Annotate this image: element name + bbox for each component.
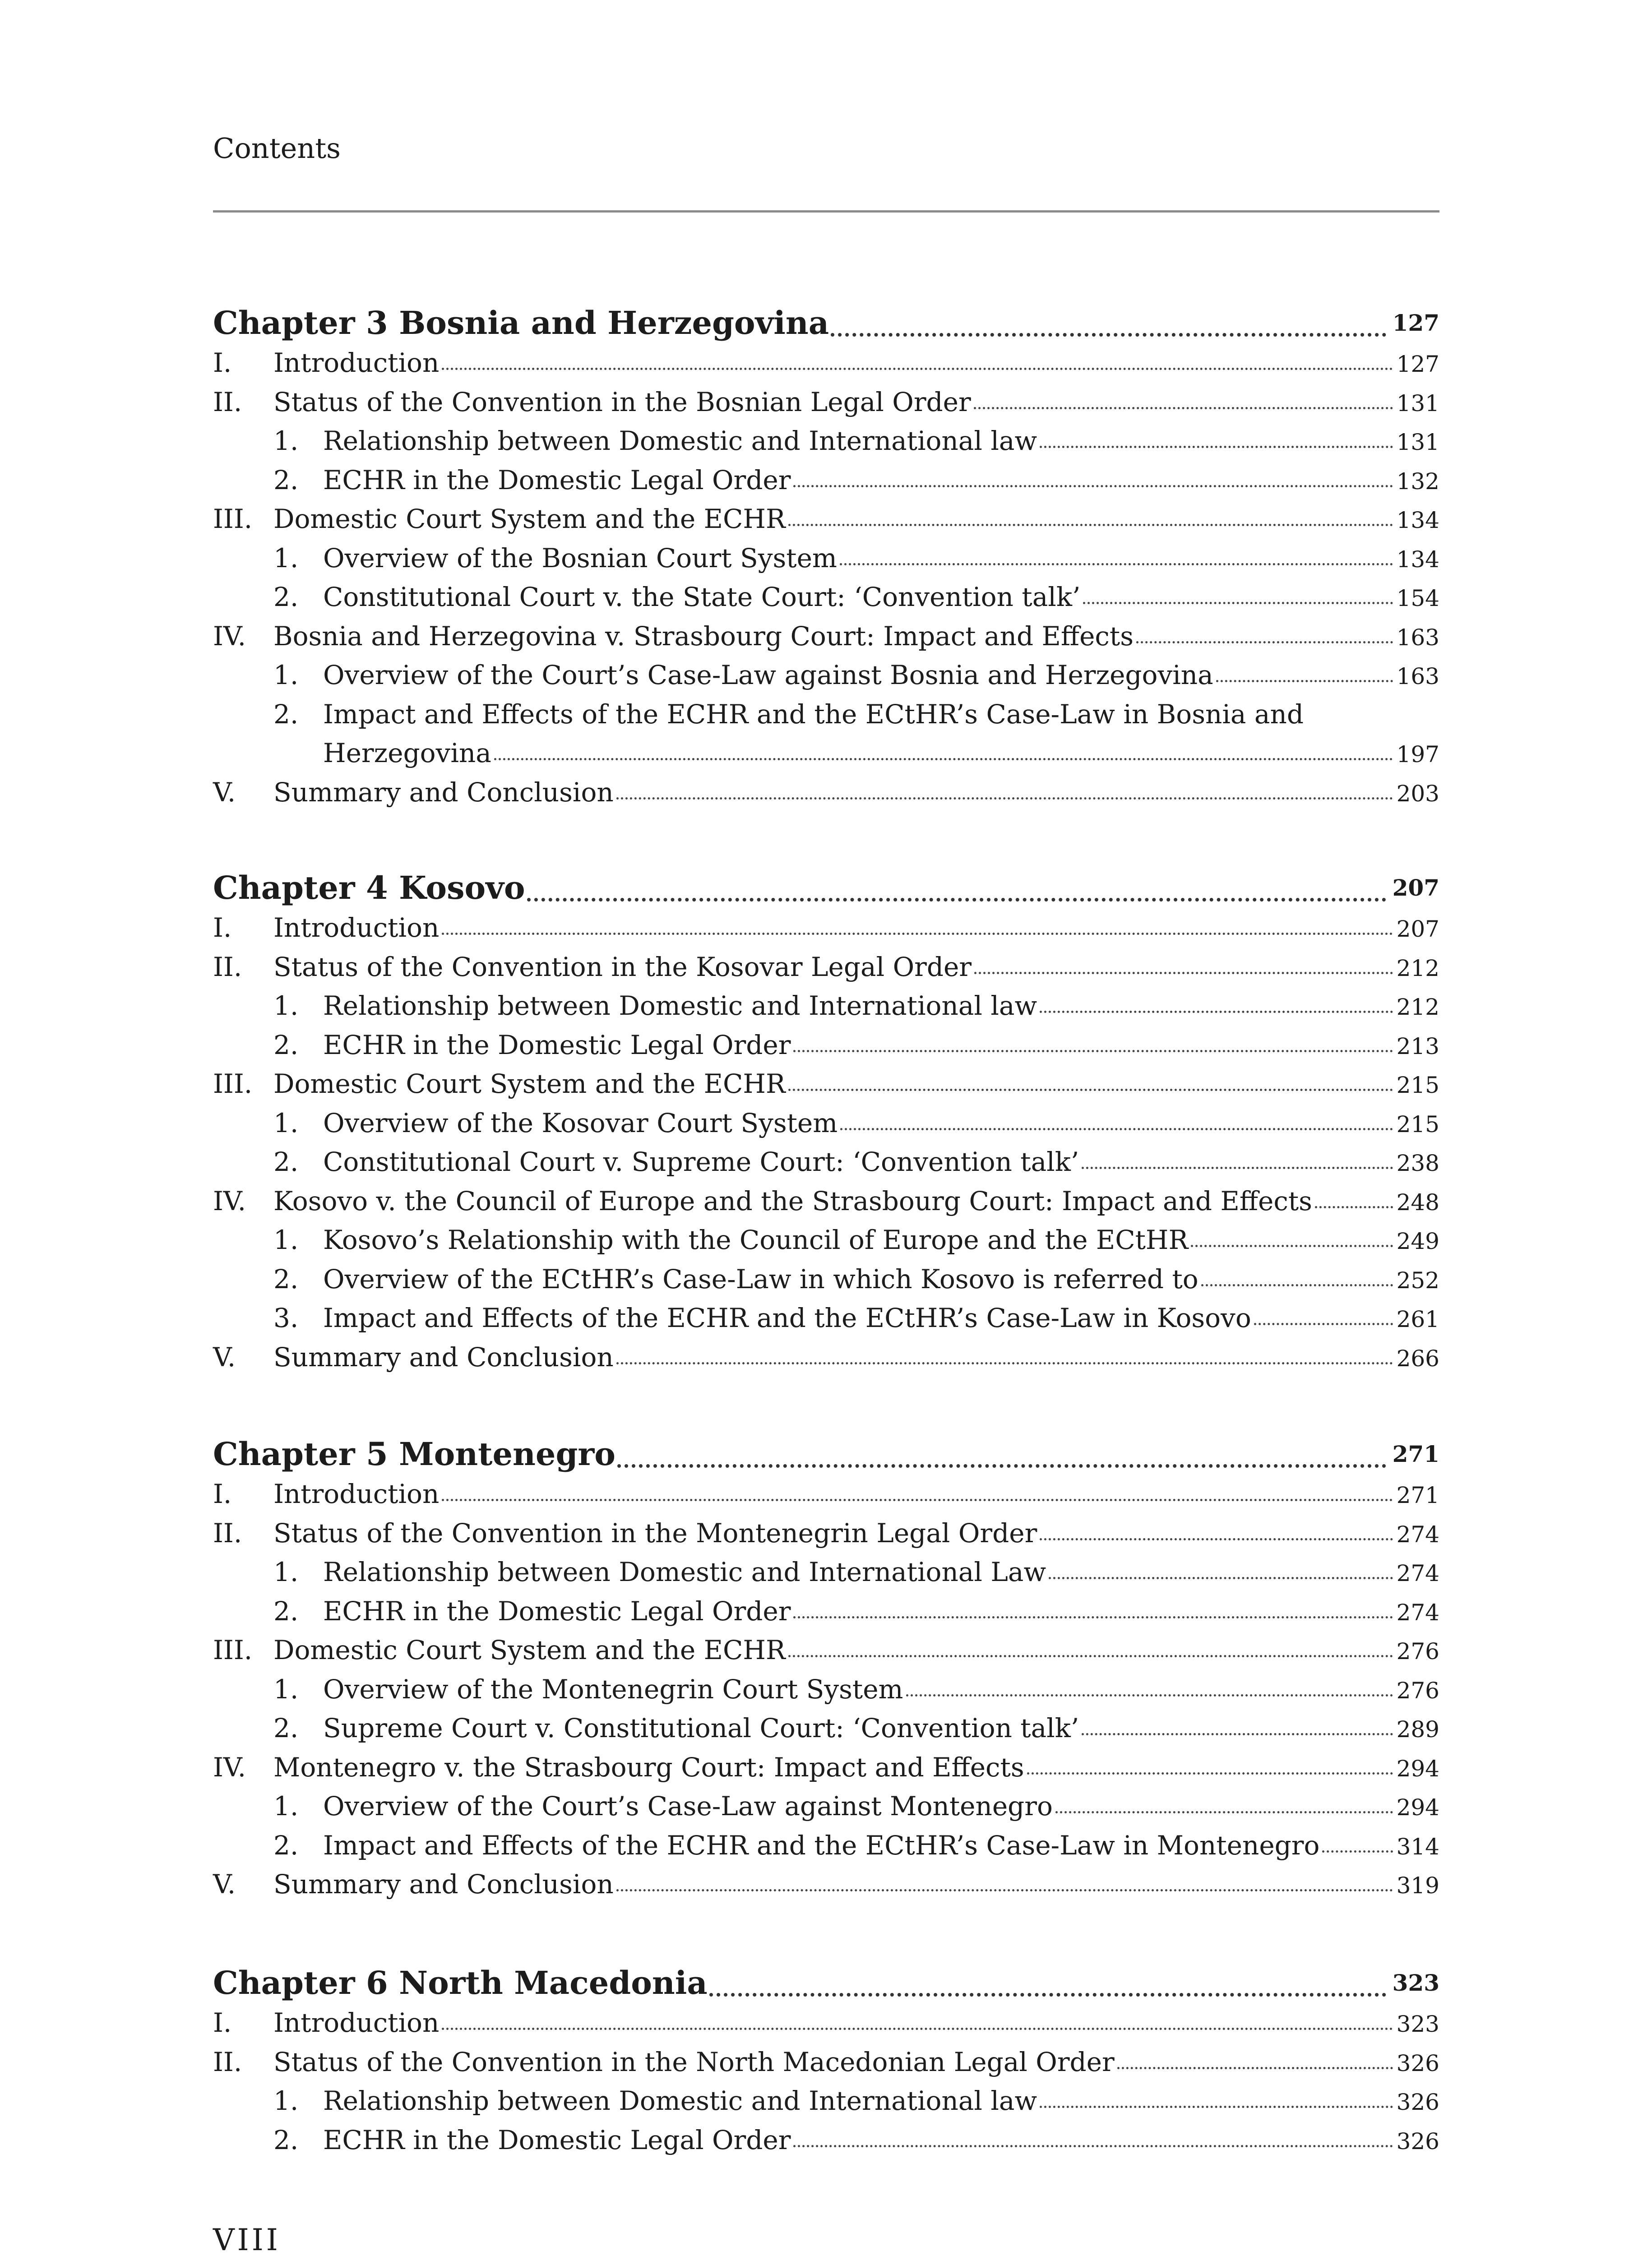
toc-subsection-entry[interactable]: [213, 425, 1439, 465]
entry-title: Introduction: [273, 2007, 440, 2038]
entry-page-number: 323: [1396, 2011, 1439, 2037]
entry-number: 1.: [273, 1225, 299, 1255]
entry-title: Introduction: [273, 347, 440, 378]
chapter-title: Chapter 5 Montenegro: [213, 1435, 615, 1473]
toc-subsection-entry[interactable]: [213, 1030, 1439, 1069]
entry-title: Status of the Convention in the Kosovar Legal Order: [273, 951, 972, 982]
dot-leader: [1322, 1850, 1393, 1853]
toc-section-entry[interactable]: [213, 1869, 1439, 1908]
entry-page-number: 261: [1396, 1306, 1439, 1332]
entry-title: Overview of the Montenegrin Court System: [323, 1674, 903, 1705]
dot-leader: [793, 2145, 1393, 2147]
entry-title: Overview of the Court’s Case-Law against Bosnia and Herzegovina: [323, 660, 1213, 690]
entry-page-number: 215: [1396, 1072, 1439, 1098]
toc-subsection-entry[interactable]: [213, 660, 1439, 699]
toc-subsection-entry[interactable]: [213, 543, 1439, 582]
toc-subsection-entry[interactable]: [213, 1674, 1439, 1713]
entry-title: Impact and Effects of the ECHR and the ECtHR’s Case-Law in Kosovo: [323, 1303, 1251, 1333]
toc-chapter: [213, 1429, 1439, 1908]
toc-section-entry[interactable]: [213, 347, 1439, 387]
entry-title: Supreme Court v. Constitutional Court: ‘Convention talk’: [323, 1713, 1079, 1743]
entry-number: 1.: [273, 1107, 299, 1138]
entry-number: 2.: [273, 582, 299, 612]
dot-leader: [617, 1464, 1386, 1468]
entry-number: 2.: [273, 1713, 299, 1743]
entry-title: Bosnia and Herzegovina v. Strasbourg Court: Impact and Effects: [273, 620, 1134, 652]
dot-leader: [1315, 1206, 1393, 1208]
dot-leader: [840, 563, 1393, 565]
entry-number: II.: [213, 386, 242, 417]
entry-title: Overview of the Court’s Case-Law against Montenegro: [323, 1791, 1053, 1821]
toc-chapter: [213, 298, 1439, 816]
toc-subsection-entry[interactable]: [213, 582, 1439, 621]
dot-leader: [709, 1993, 1386, 1997]
dot-leader: [527, 898, 1386, 901]
dot-leader: [1027, 1772, 1393, 1775]
entry-page-number: 131: [1396, 429, 1439, 455]
entry-number: 2.: [273, 698, 299, 730]
dot-leader: [1083, 602, 1393, 604]
dot-leader: [1254, 1323, 1393, 1325]
entry-number: 1.: [273, 2085, 299, 2116]
toc-section-entry[interactable]: [213, 621, 1439, 660]
entry-page-number: 271: [1396, 1482, 1439, 1508]
entry-title: Domestic Court System and the ECHR: [273, 1068, 786, 1099]
entry-number: 1.: [273, 990, 299, 1021]
entry-page-number: 163: [1396, 663, 1439, 689]
entry-number: 1.: [273, 542, 299, 573]
entry-page-number: 154: [1396, 585, 1439, 611]
dot-leader: [1117, 2067, 1393, 2069]
entry-title: Domestic Court System and the ECHR: [273, 1635, 786, 1665]
toc-subsection-entry[interactable]: [213, 1557, 1439, 1596]
entry-page-number: 274: [1396, 1521, 1439, 1548]
header-rule: [213, 210, 1439, 213]
entry-title: Summary and Conclusion: [273, 1341, 614, 1373]
dot-leader: [1201, 1284, 1393, 1286]
toc-section-entry[interactable]: [213, 1518, 1439, 1557]
entry-number: II.: [213, 951, 242, 982]
entry-page-number: 163: [1396, 624, 1439, 651]
toc-section-entry[interactable]: [213, 387, 1439, 426]
entry-page-number: 212: [1396, 994, 1439, 1020]
toc-section-entry[interactable]: [213, 777, 1439, 816]
entry-number: IV.: [213, 1752, 246, 1783]
entry-number: III.: [213, 1635, 253, 1665]
dot-leader: [788, 524, 1393, 526]
page-number: VIII: [213, 2223, 281, 2256]
toc-subsection-entry[interactable]: [213, 2125, 1439, 2164]
entry-page-number: 212: [1396, 955, 1439, 981]
toc-section-entry[interactable]: [213, 1635, 1439, 1674]
entry-title: ECHR in the Domestic Legal Order: [323, 2124, 791, 2155]
dot-leader: [906, 1694, 1393, 1697]
toc-subsection-entry[interactable]: [213, 1264, 1439, 1303]
chapter-title: Chapter 6 North Macedonia: [213, 1964, 708, 2002]
toc-section-entry[interactable]: [213, 912, 1439, 952]
entry-title: Relationship between Domestic and International Law: [323, 1557, 1046, 1587]
entry-title: Overview of the Bosnian Court System: [323, 542, 837, 573]
dot-leader: [974, 407, 1393, 409]
dot-leader: [1040, 2106, 1393, 2108]
toc-subsection-entry[interactable]: [213, 1791, 1439, 1830]
dot-leader: [1136, 641, 1393, 643]
toc-section-entry[interactable]: [213, 1342, 1439, 1381]
dot-leader: [1082, 1167, 1393, 1169]
toc-subsection-entry[interactable]: [213, 1596, 1439, 1635]
entry-title: Relationship between Domestic and International law: [323, 2085, 1037, 2116]
chapter-page-number: 271: [1392, 1440, 1439, 1467]
chapter-page-number: 323: [1392, 1969, 1439, 1996]
chapter-heading[interactable]: [213, 1429, 1439, 1479]
entry-number: IV.: [213, 620, 246, 652]
dot-leader: [442, 368, 1393, 370]
running-head: Contents: [213, 132, 341, 165]
entry-page-number: 238: [1396, 1150, 1439, 1176]
entry-number: I.: [213, 912, 232, 943]
toc-chapter: [213, 1958, 1439, 2164]
dot-leader: [494, 758, 1393, 760]
entry-number: I.: [213, 2007, 232, 2038]
entry-number: 1.: [273, 425, 299, 456]
dot-leader: [840, 1128, 1393, 1130]
entry-page-number: 127: [1396, 351, 1439, 377]
entry-number: V.: [213, 1341, 236, 1373]
chapter-heading[interactable]: [213, 863, 1439, 912]
dot-leader: [831, 333, 1386, 337]
toc-subsection-entry[interactable]: [213, 1108, 1439, 1147]
dot-leader: [1049, 1577, 1393, 1579]
entry-page-number: 249: [1396, 1228, 1439, 1254]
dot-leader: [974, 972, 1393, 974]
entry-number: 3.: [273, 1303, 299, 1333]
entry-number: 1.: [273, 1791, 299, 1821]
entry-number: V.: [213, 777, 236, 808]
dot-leader: [1191, 1245, 1393, 1247]
entry-page-number: 326: [1396, 2128, 1439, 2154]
toc-section-entry[interactable]: [213, 1479, 1439, 1518]
entry-number: IV.: [213, 1185, 246, 1216]
entry-title: Summary and Conclusion: [273, 1869, 614, 1900]
entry-title: Montenegro v. the Strasbourg Court: Impact and Effects: [273, 1752, 1024, 1783]
toc-section-entry[interactable]: [213, 1186, 1439, 1225]
entry-title: Constitutional Court v. Supreme Court: ‘Convention talk’: [323, 1146, 1079, 1177]
toc-subsection-entry[interactable]: [213, 465, 1439, 504]
toc-section-entry[interactable]: [213, 1752, 1439, 1791]
chapter-heading[interactable]: [213, 1958, 1439, 2007]
entry-page-number: 314: [1396, 1833, 1439, 1860]
entry-number: 1.: [273, 1674, 299, 1705]
entry-number: 1.: [273, 660, 299, 690]
entry-number: I.: [213, 347, 232, 378]
dot-leader: [793, 485, 1393, 487]
dot-leader: [1216, 680, 1393, 682]
entry-page-number: 326: [1396, 2050, 1439, 2076]
entry-page-number: 326: [1396, 2089, 1439, 2115]
entry-title: Domestic Court System and the ECHR: [273, 504, 786, 534]
entry-number: V.: [213, 1869, 236, 1900]
entry-number: 2.: [273, 1595, 299, 1627]
entry-number: 1.: [273, 1557, 299, 1587]
dot-leader: [793, 1616, 1393, 1618]
entry-page-number: 252: [1396, 1267, 1439, 1294]
entry-page-number: 274: [1396, 1599, 1439, 1626]
chapter-page-number: 207: [1392, 874, 1439, 901]
toc-subsection-entry[interactable]: [213, 1225, 1439, 1264]
dot-leader: [788, 1089, 1393, 1091]
dot-leader: [1040, 446, 1393, 448]
entry-title: Status of the Convention in the North Macedonian Legal Order: [273, 2046, 1115, 2077]
entry-title: Relationship between Domestic and International law: [323, 425, 1037, 456]
entry-page-number: 276: [1396, 1677, 1439, 1704]
entry-page-number: 131: [1396, 390, 1439, 416]
entry-title: ECHR in the Domestic Legal Order: [323, 1029, 791, 1060]
entry-page-number: 215: [1396, 1111, 1439, 1137]
dot-leader: [442, 2028, 1393, 2030]
toc-section-entry[interactable]: [213, 1068, 1439, 1108]
entry-title: Status of the Convention in the Bosnian Legal Order: [273, 386, 971, 417]
entry-page-number: 274: [1396, 1560, 1439, 1586]
toc-subsection-entry[interactable]: [213, 990, 1439, 1030]
entry-title: Kosovo v. the Council of Europe and the Strasbourg Court: Impact and Effects: [273, 1185, 1312, 1216]
entry-number: II.: [213, 2046, 242, 2077]
dot-leader: [442, 933, 1393, 935]
dot-leader: [1040, 1011, 1393, 1013]
entry-title: Herzegovina: [323, 738, 491, 768]
dot-leader: [1040, 1538, 1393, 1540]
toc-section-entry[interactable]: [213, 504, 1439, 543]
entry-title: Overview of the ECtHR’s Case-Law in which Kosovo is referred to: [323, 1263, 1199, 1294]
entry-page-number: 276: [1396, 1638, 1439, 1664]
toc-section-entry[interactable]: [213, 952, 1439, 991]
entry-title: Impact and Effects of the ECHR and the ECtHR’s Case-Law in Montenegro: [323, 1830, 1320, 1861]
entry-title: Overview of the Kosovar Court System: [323, 1107, 838, 1138]
entry-page-number: 248: [1396, 1189, 1439, 1216]
entry-number: II.: [213, 1517, 242, 1549]
entry-page-number: 134: [1396, 546, 1439, 573]
entry-title: Kosovo’s Relationship with the Council of Europe and the ECtHR: [323, 1225, 1189, 1255]
toc-section-entry[interactable]: [213, 2047, 1439, 2086]
entry-page-number: 319: [1396, 1872, 1439, 1899]
toc-subsection-entry[interactable]: [213, 1713, 1439, 1752]
entry-title: Introduction: [273, 1479, 440, 1509]
entry-page-number: 134: [1396, 507, 1439, 533]
entry-title: Relationship between Domestic and International law: [323, 990, 1037, 1021]
entry-title: Constitutional Court v. the State Court: ‘Convention talk’: [323, 582, 1081, 612]
entry-page-number: 203: [1396, 780, 1439, 807]
entry-number: 2.: [273, 1146, 299, 1177]
chapter-heading[interactable]: [213, 298, 1439, 347]
dot-leader: [1055, 1811, 1393, 1813]
entry-number: 2.: [273, 1263, 299, 1294]
chapter-page-number: 127: [1392, 309, 1439, 336]
entry-page-number: 207: [1396, 916, 1439, 942]
toc-subsection-entry[interactable]: [213, 1830, 1439, 1869]
entry-page-number: 294: [1396, 1794, 1439, 1821]
toc-section-entry[interactable]: [213, 2007, 1439, 2047]
entry-number: III.: [213, 1068, 253, 1099]
entry-number: I.: [213, 1479, 232, 1509]
entry-title: ECHR in the Domestic Legal Order: [323, 1595, 791, 1627]
entry-number: 2.: [273, 1830, 299, 1861]
dot-leader: [788, 1655, 1393, 1657]
entry-page-number: 289: [1396, 1716, 1439, 1743]
entry-title: Status of the Convention in the Montenegrin Legal Order: [273, 1517, 1037, 1549]
toc-entry-continuation[interactable]: [213, 738, 1439, 777]
toc-subsection-entry[interactable]: [213, 2085, 1439, 2125]
dot-leader: [616, 1362, 1393, 1364]
chapter-title: Chapter 4 Kosovo: [213, 869, 525, 906]
entry-title: Impact and Effects of the ECHR and the ECtHR’s Case-Law in Bosnia and: [323, 698, 1304, 730]
entry-number: III.: [213, 504, 253, 534]
toc-chapter: [213, 863, 1439, 1381]
toc-subsection-entry[interactable]: [213, 699, 1439, 738]
entry-title: ECHR in the Domestic Legal Order: [323, 464, 791, 495]
dot-leader: [442, 1499, 1393, 1501]
dot-leader: [616, 797, 1393, 800]
dot-leader: [793, 1050, 1393, 1052]
entry-number: 2.: [273, 1029, 299, 1060]
entry-number: 2.: [273, 2124, 299, 2155]
dot-leader: [1082, 1733, 1393, 1735]
toc-subsection-entry[interactable]: [213, 1146, 1439, 1186]
entry-page-number: 132: [1396, 468, 1439, 495]
entry-page-number: 294: [1396, 1755, 1439, 1782]
entry-page-number: 197: [1396, 741, 1439, 767]
entry-number: 2.: [273, 464, 299, 495]
entry-page-number: 213: [1396, 1033, 1439, 1059]
dot-leader: [616, 1889, 1393, 1891]
chapter-title: Chapter 3 Bosnia and Herzegovina: [213, 304, 829, 342]
entry-title: Introduction: [273, 912, 440, 943]
entry-page-number: 266: [1396, 1345, 1439, 1372]
entry-title: Summary and Conclusion: [273, 777, 614, 808]
toc-subsection-entry[interactable]: [213, 1303, 1439, 1342]
